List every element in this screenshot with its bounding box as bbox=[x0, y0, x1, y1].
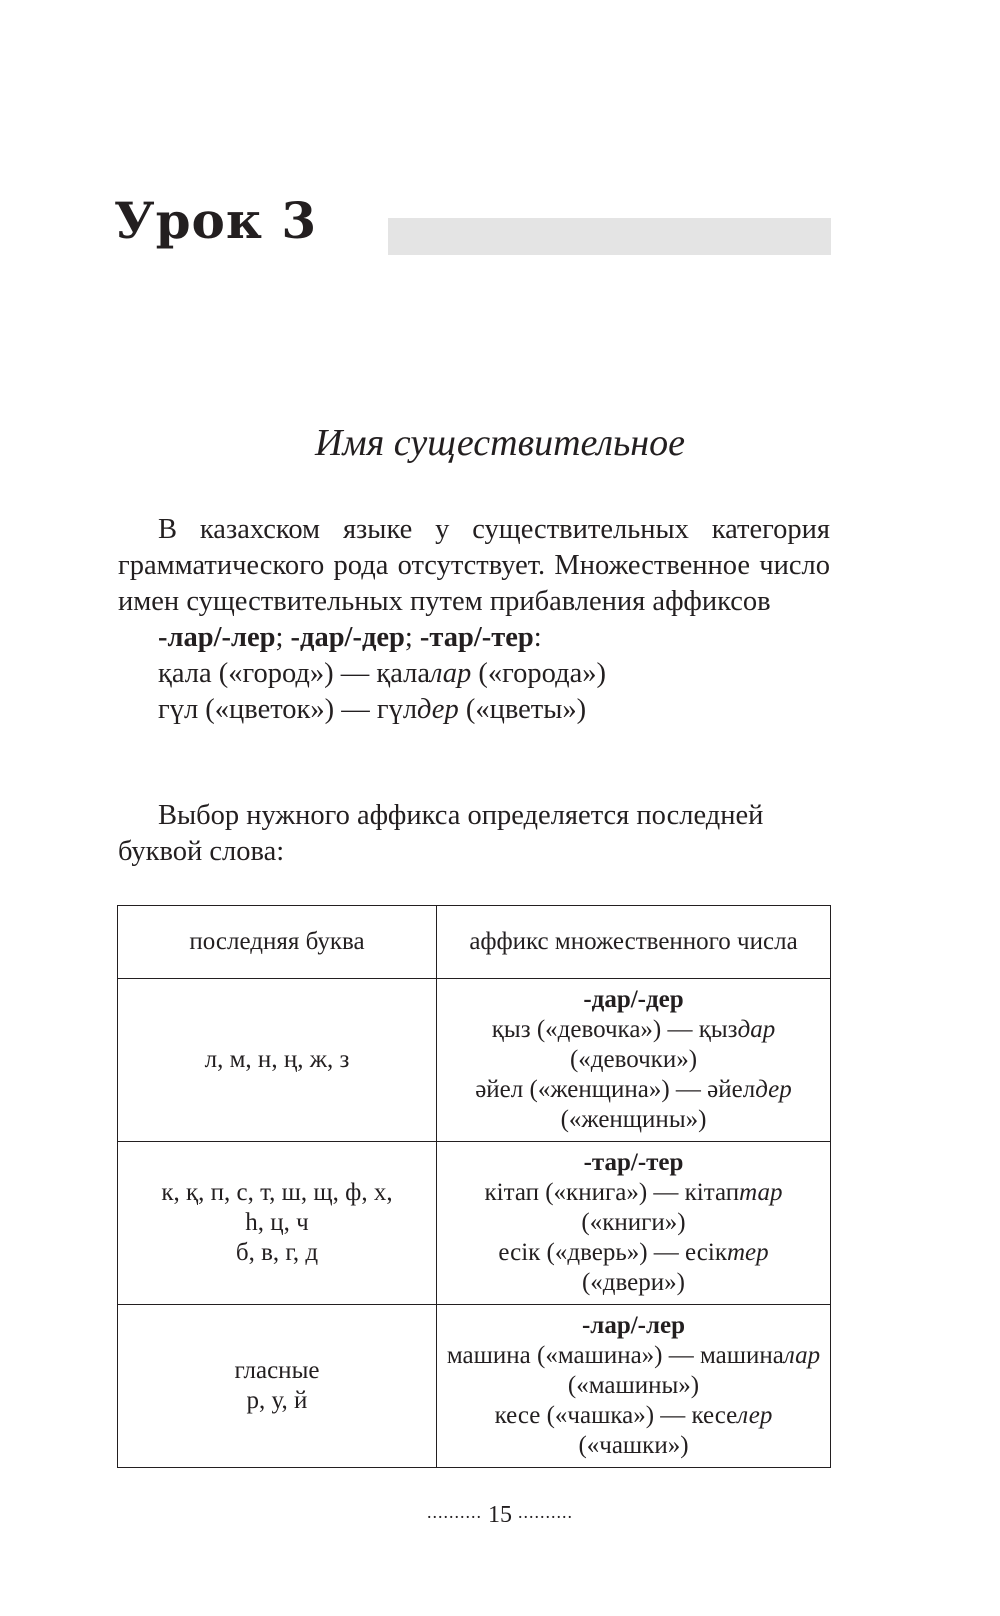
page-number: 15 bbox=[488, 1502, 512, 1528]
title-decor-bar bbox=[388, 218, 831, 255]
example: әйел («женщина») — әйелдер («женщины») bbox=[475, 1076, 792, 1133]
affix-cell bbox=[437, 1142, 831, 1305]
example: машина («машина») — машиналар («машины») bbox=[446, 1342, 821, 1399]
header-plural-affix: аффикс множественного числа bbox=[437, 906, 831, 979]
affix-cell bbox=[437, 1305, 831, 1468]
header-last-letter: последняя буква bbox=[118, 906, 437, 979]
footer-dots-right: .......... bbox=[518, 1502, 573, 1522]
choice-paragraph: Выбор нужного аффикса определяется последней буквой слова: bbox=[118, 800, 764, 867]
letters-cell: гласные р, у, й bbox=[118, 1305, 437, 1468]
lesson-title: Урок 3 bbox=[114, 191, 318, 250]
table-row bbox=[118, 1142, 831, 1305]
example: қыз («девочка») — қыздар («девочки») bbox=[491, 1016, 776, 1073]
affix-label: -тар/-тер bbox=[583, 1149, 684, 1176]
page-footer bbox=[0, 1497, 1000, 1530]
letters-cell: л, м, н, ң, ж, з bbox=[118, 979, 437, 1142]
affix-dar: -дар/-дер bbox=[290, 622, 405, 653]
example-line: қала («город») — қалалар («города») bbox=[158, 658, 606, 689]
affix-table bbox=[117, 905, 831, 1468]
affix-cell bbox=[437, 979, 831, 1142]
intro-block bbox=[118, 512, 830, 728]
affix-list: -лар/-лер; -дар/-дер; -тар/-тер: bbox=[158, 622, 542, 653]
affix-tar: -тар/-тер bbox=[419, 622, 534, 653]
example-line: гүл («цветок») — гүлдер («цветы») bbox=[158, 694, 587, 725]
intro-paragraph: В казахском языке у существительных категория грамматического рода отсутствует. Множественное число имен существительных путем прибавления аффиксов bbox=[118, 514, 830, 617]
footer-dots-left: .......... bbox=[427, 1502, 482, 1522]
table-header-row bbox=[118, 906, 831, 979]
example: кесе («чашка») — кеселер («чашки») bbox=[494, 1402, 773, 1459]
table-row bbox=[118, 979, 831, 1142]
affix-lar: -лар/-лер bbox=[158, 622, 276, 653]
letters-cell: к, қ, п, с, т, ш, щ, ф, х, һ, ц, ч б, в, г, д bbox=[118, 1142, 437, 1305]
affix-label: -лар/-лер bbox=[581, 1312, 686, 1339]
affix-label: -дар/-дер bbox=[583, 986, 684, 1013]
section-heading: Имя существительное bbox=[314, 422, 686, 464]
example: есік («дверь») — есіктер («двери») bbox=[498, 1239, 769, 1296]
table-row bbox=[118, 1305, 831, 1468]
example: кітап («книга») — кітаптар («книги») bbox=[484, 1179, 783, 1236]
